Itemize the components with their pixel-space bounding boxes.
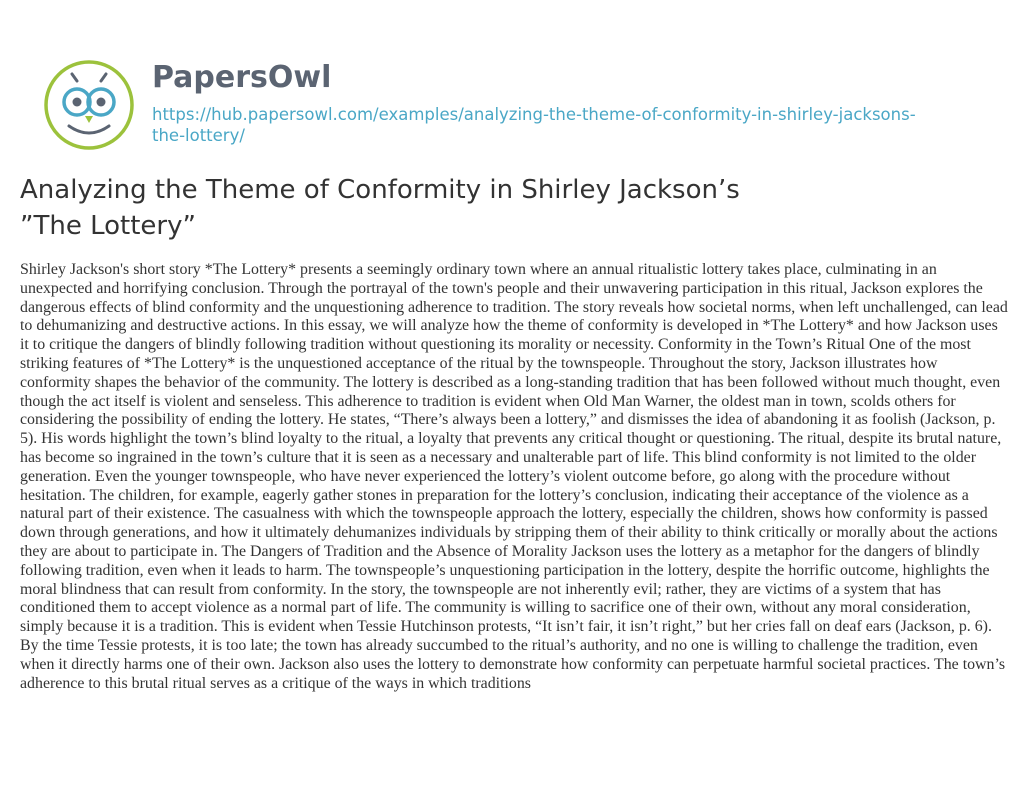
document-title: Analyzing the Theme of Conformity in Shirley Jackson’s ”The Lottery” bbox=[20, 175, 740, 241]
document-body: Shirley Jackson's short story *The Lottery* presents a seemingly ordinary town where an annual ritualistic lottery takes place, culminating in an unexpected and horrifying conclusion. Through the portrayal of the town's people and their unwavering participation in this ritual, Jackson explores the dangerous effects of blind conformity and the unquestioning adherence to tradition. The story reveals how societal norms, when left unchallenged, can lead to dehumanizing and destructive actions. In this essay, we will analyze how the theme of conformity is developed in *The Lottery* and how Jackson uses it to critique the dangers of blindly following tradition without questioning its morality or necessity. Conformity in the Town’s Ritual One of the most striking features of *The Lottery* is the unquestioned acceptance of the ritual by the townspeople. Throughout the story, Jackson illustrates how conformity shapes the behavior of the community. The lottery is described as a long-standing tradition that has been followed without much thought, even though the act itself is violent and senseless. This adherence to tradition is evident when Old Man Warner, the oldest man in town, scolds others for considering the possibility of ending the lottery. He states, “There’s always been a lottery,” and dismisses the idea of abandoning it as foolish (Jackson, p. 5). His words highlight the town’s blind loyalty to the ritual, a loyalty that prevents any critical thought or questioning. The ritual, despite its brutal nature, has become so ingrained in the town’s culture that it is seen as a necessary and unalterable part of life. This blind conformity is not limited to the older generation. Even the younger townspeople, who have never experienced the lottery’s violent outcome before, go along with the procedure without hesitation. The children, for example, eagerly gather stones in preparation for the lottery’s conclusion, indicating their acceptance of the violence as a natural part of their existence. The casualness with which the townspeople approach the lottery, especially the children, shows how conformity is passed down through generations, and how it ultimately dehumanizes individuals by stripping them of their ability to think critically or morally about the actions they are about to participate in. The Dangers of Tradition and the Absence of Morality Jackson uses the lottery as a metaphor for the dangers of blindly following tradition, even when it leads to harm. The townspeople’s unquestioning participation in the lottery, despite the horrific outcome, highlights the moral blindness that can result from conformity. In the story, the townspeople are not inherently evil; rather, they are victims of a system that has conditioned them to accept violence as a normal part of life. The community is willing to sacrifice one of their own, without any moral consideration, simply because it is a tradition. This is evident when Tessie Hutchinson protests, “It isn’t fair, it isn’t right,” but her cries fall on deaf ears (Jackson, p. 6). By the time Tessie protests, it is too late; the town has already succumbed to the ritual’s authority, and no one is willing to challenge the tradition, even when it directly harms one of their own. Jackson also uses the lottery to demonstrate how conformity can perpetuate harmful societal practices. The town’s adherence to this brutal ritual serves as a critique of the ways in which traditions bbox=[20, 261, 1008, 692]
source-url-link[interactable]: https://hub.papersowl.com/examples/analyzing-the-theme-of-conformity-in-shirley-jacksons-the-lottery/ bbox=[152, 105, 916, 145]
owl-logo-icon bbox=[44, 60, 134, 150]
header bbox=[44, 60, 1004, 160]
brand-name: PapersOwl bbox=[152, 60, 332, 95]
